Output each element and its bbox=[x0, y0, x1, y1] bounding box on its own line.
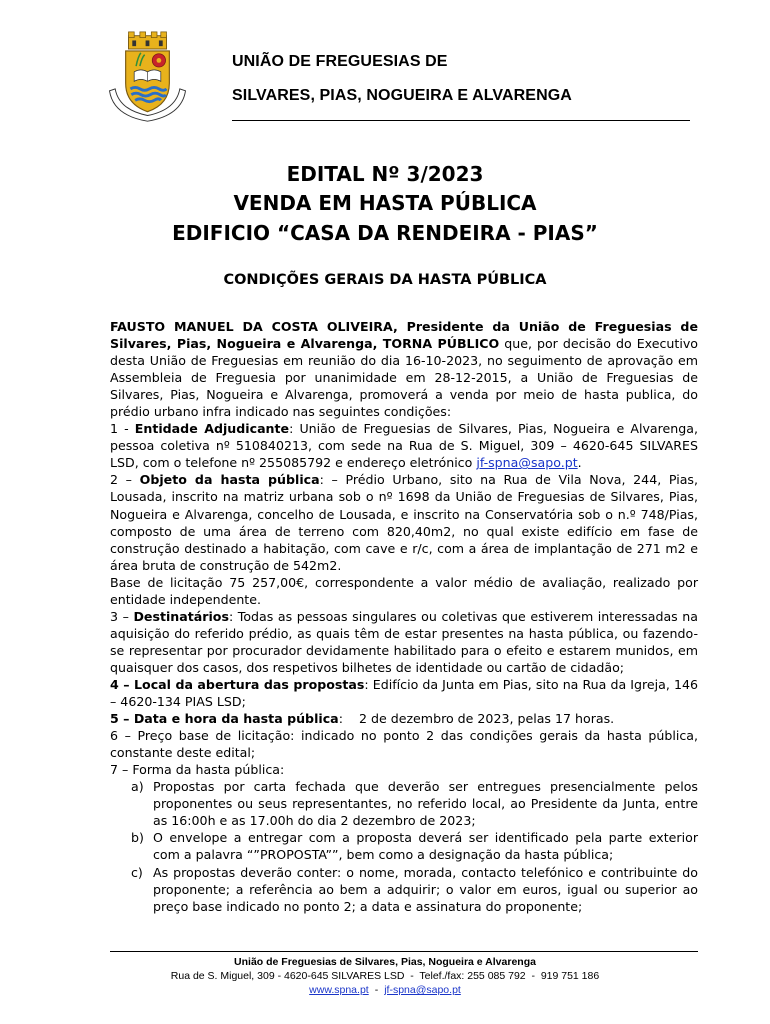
document-body bbox=[110, 318, 698, 915]
item-5-label: 5 – Data e hora da hasta pública bbox=[110, 711, 339, 727]
item-7-sublist bbox=[110, 778, 698, 914]
list-marker: a) bbox=[131, 779, 144, 795]
item-2-text: : – Prédio Urbano, sito na Rua de Vila Nova, 244, Pias, Lousada, inscrito na matriz urbana sob o nº 1698 da União de Freguesias de Silvares, Pias, Nogueira e Alvarenga, concelho de Lousada, e inscrito na Conservatória sob o n.º 748/Pias, composto de uma área de terreno com 820,40m2, no qual existe edifício em fase de construção destinado a habitação, com cave e r/c, com a área de implantação de 271 m2 e área bruta de construção de 542m2. bbox=[110, 472, 698, 573]
org-name-line2: SILVARES, PIAS, NOGUEIRA E ALVARENGA bbox=[232, 87, 572, 104]
footer-address: Rua de S. Miguel, 309 - 4620-645 SILVARES LSD - Telef./fax: 255 085 792 - 919 751 186 bbox=[170, 970, 600, 982]
footer-divider bbox=[110, 951, 698, 952]
intro-bold-lead: FAUSTO MANUEL DA COSTA OLIVEIRA, Presidente da União de Freguesias de Silvares, Pias, Nogueira e Alvarenga, TORNA PÚBLICO bbox=[110, 319, 698, 352]
list-marker: c) bbox=[131, 864, 143, 880]
edital-subject: VENDA EM HASTA PÚBLICA bbox=[233, 191, 537, 215]
item-2-number: 2 – bbox=[110, 472, 140, 488]
list-item-text: O envelope a entregar com a proposta deverá ser identificado pela parte exterior com a palavra “”PROPOSTA””, bem como a designação da hasta pública; bbox=[153, 830, 698, 863]
item-3-text: : Todas as pessoas singulares ou coletivas que estiverem interessadas na aquisição do referido prédio, as quais têm de estar presentes na hasta pública, ou fazendo-se representar por procurador devidamente habilitado para o efeito e estarem munidos, em quaisquer dos casos, dos respetivos bilhetes de identidade ou cartão de cidadão; bbox=[110, 608, 698, 675]
item-2 bbox=[110, 471, 698, 573]
item-7: 7 – Forma da hasta pública: bbox=[110, 762, 285, 778]
item-4 bbox=[110, 676, 698, 710]
item-5 bbox=[110, 710, 698, 727]
list-item-text: Propostas por carta fechada que deverão ser entregues presencialmente pelos proponentes ou seus representantes, no referido local, ao Presidente da Junta, entre as 16:00h e as 17.00h do dia 2 dezembro de 2023; bbox=[153, 779, 698, 829]
item-1-label: Entidade Adjudicante bbox=[134, 421, 290, 437]
footer-separator: - bbox=[374, 984, 379, 996]
item-3-number: 3 – bbox=[110, 608, 134, 624]
footer-org: União de Freguesias de Silvares, Pias, Nogueira e Alvarenga bbox=[234, 956, 536, 968]
item-1-number: 1 - bbox=[110, 421, 135, 437]
item-1-text: : União de Freguesias de Silvares, Pias, Nogueira e Alvarenga, pessoa coletiva nº 510840213, com sede na Rua de S. Miguel, 309 – 4620-645 SILVARES LSD, com o telefone nº 255085792 e endereço eletrónico bbox=[110, 421, 698, 471]
item-6: 6 – Preço base de licitação: indicado no ponto 2 das condições gerais da hasta pública, constante deste edital; bbox=[110, 728, 698, 761]
list-item bbox=[110, 778, 698, 829]
item-3 bbox=[110, 608, 698, 676]
item-1 bbox=[110, 420, 698, 471]
header-divider bbox=[232, 120, 690, 121]
item-3-label: Destinatários bbox=[133, 608, 229, 624]
section-heading: CONDIÇÕES GERAIS DA HASTA PÚBLICA bbox=[223, 272, 547, 288]
item-5-text: : 2 de dezembro de 2023, pelas 17 horas. bbox=[338, 711, 615, 727]
footer-email-link[interactable]: jf-spna@sapo.pt bbox=[384, 984, 461, 996]
item-2-base: Base de licitação 75 257,00€, correspondente a valor médio de avaliação, realizado por entidade independente. bbox=[110, 574, 698, 607]
footer-links bbox=[0, 984, 770, 996]
intro-text: que, por decisão do Executivo desta União de Freguesias em reunião do dia 16-10-2023, no seguimento de aprovação em Assembleia de Freguesia por unanimidade em 28-12-2015, a União de Freguesias de Silvares, Pias, Nogueira e Alvarenga, promoverá a venda por meio de hasta publica, do prédio urbano infra indicado nas seguintes condições: bbox=[110, 336, 698, 420]
org-name-line1: UNIÃO DE FREGUESIAS DE bbox=[232, 53, 448, 70]
list-item-text: As propostas deverão conter: o nome, morada, contacto telefónico e contribuinte do proponente; a referência ao bem a adquirir; o valor em euros, igual ou superior ao preço base indicado no ponto 2; a data e assinatura do proponente; bbox=[153, 864, 698, 914]
website-link[interactable]: www.spna.pt bbox=[309, 984, 369, 996]
item-4-label: 4 – Local da abertura das propostas bbox=[110, 676, 365, 692]
coat-of-arms-icon bbox=[100, 30, 195, 125]
email-link[interactable]: jf-spna@sapo.pt bbox=[476, 455, 578, 471]
list-item bbox=[110, 864, 698, 915]
list-item bbox=[110, 829, 698, 863]
item-1-end: . bbox=[577, 455, 582, 471]
list-marker: b) bbox=[131, 830, 144, 846]
item-4-text: : Edifício da Junta em Pias, sito na Rua da Igreja, 146 – 4620-134 PIAS LSD; bbox=[110, 676, 698, 710]
edital-building: EDIFICIO “CASA DA RENDEIRA - PIAS” bbox=[172, 221, 598, 245]
item-2-label: Objeto da hasta pública bbox=[139, 472, 320, 488]
intro-paragraph bbox=[110, 318, 698, 420]
edital-title: EDITAL Nº 3/2023 bbox=[286, 162, 484, 186]
